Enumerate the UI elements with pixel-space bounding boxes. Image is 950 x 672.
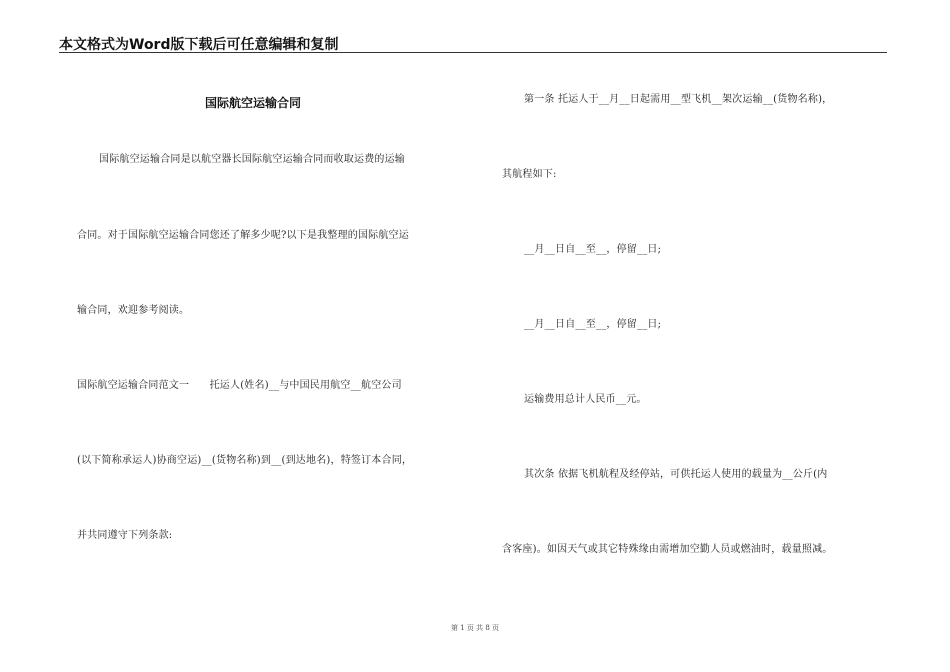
left-paragraph-line: 输合同，欢迎参考阅读。 <box>77 305 190 316</box>
right-paragraph-line: __月__日自__至__，停留__日; <box>524 244 662 255</box>
left-paragraph-line: 合同。对于国际航空运输合同您还了解多少呢?以下是我整理的国际航空运 <box>77 230 409 241</box>
page-number-footer: 第 1 页 共 8 页 <box>450 624 500 632</box>
right-paragraph-line: 运输费用总计人民币__元。 <box>524 394 647 405</box>
right-paragraph-line: 含客座)。如因天气或其它特殊缘由需增加空勤人员或燃油时，载量照减。 <box>502 544 833 555</box>
header-divider <box>59 52 887 53</box>
left-paragraph-line: 国际航空运输合同范文一 托运人(姓名)__与中国民用航空__航空公司 <box>77 380 402 391</box>
right-paragraph-line: 其次条 依据飞机航程及经停站，可供托运人使用的载量为__公斤(内 <box>524 469 828 480</box>
document-title: 国际航空运输合同 <box>205 96 302 110</box>
left-paragraph-line: (以下简称承运人)协商空运)__(货物名称)到__(到达地名)，特签订本合同， <box>77 455 413 466</box>
left-paragraph-line: 并共同遵守下列条款: <box>77 530 173 541</box>
right-paragraph-line: __月__日自__至__，停留__日; <box>524 319 662 330</box>
left-paragraph-line: 国际航空运输合同是以航空器长国际航空运输合同而收取运费的运输 <box>99 154 405 165</box>
document-header: 本文格式为Word版下载后可任意编辑和复制 <box>59 37 339 53</box>
right-paragraph-line: 第一条 托运人于__月__日起需用__型飞机__架次运输__(货物名称)， <box>524 94 833 105</box>
right-paragraph-line: 其航程如下: <box>502 169 557 180</box>
